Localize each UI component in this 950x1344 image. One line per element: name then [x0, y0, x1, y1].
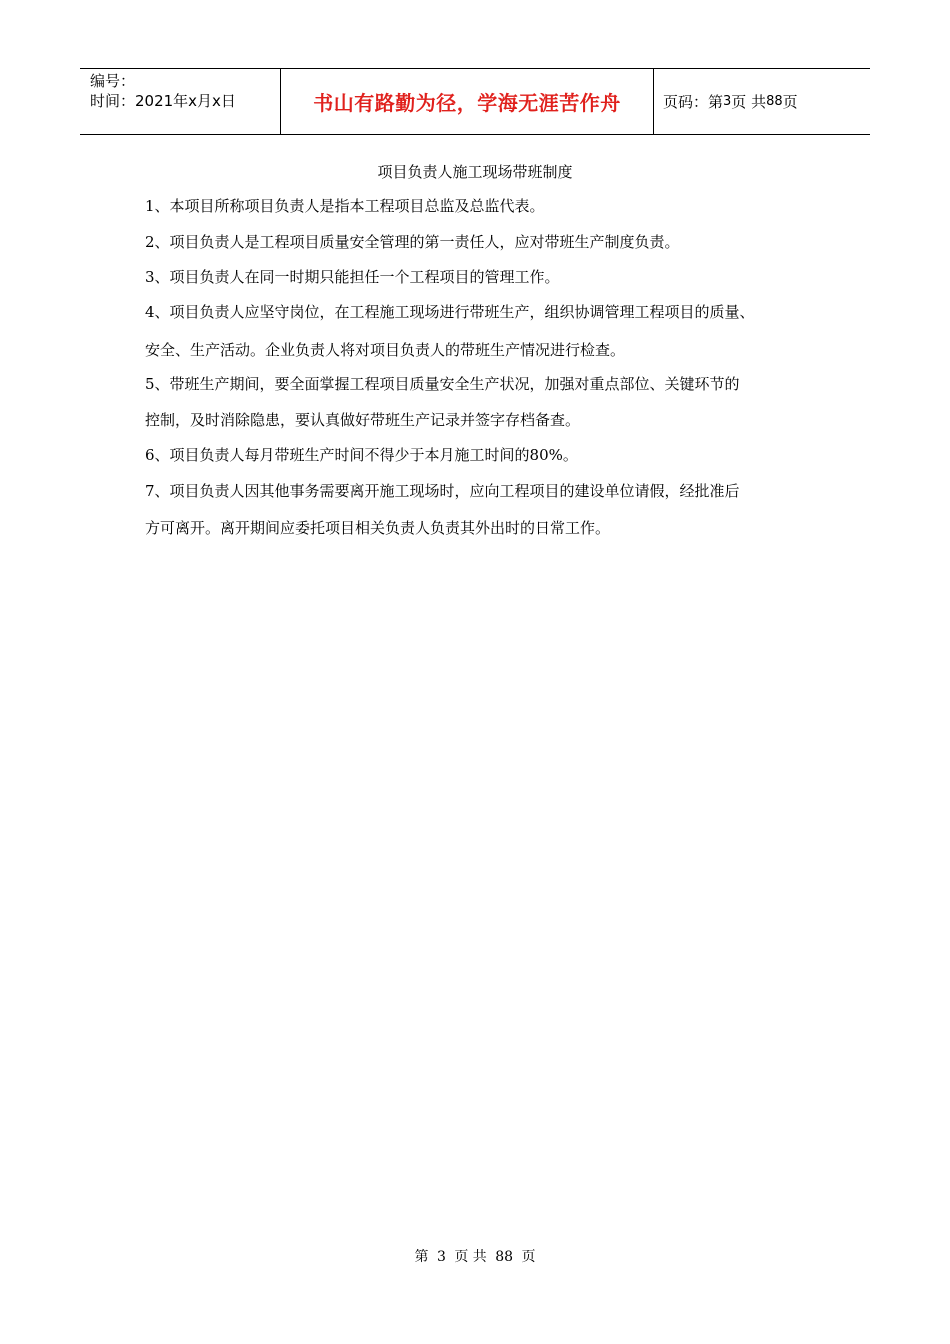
paragraph-line: 控制，及时消除隐患，要认真做好带班生产记录并签字存档备查。: [145, 411, 581, 429]
paragraph-line: 6、项目负责人每月带班生产时间不得少于本月施工时间的80%。: [145, 446, 578, 464]
paragraph-line: 安全、生产活动。企业负责人将对项目负责人的带班生产情况进行检查。: [145, 341, 626, 359]
header-meta-cell: [80, 69, 281, 134]
header-page-prefix: 页码：第: [663, 93, 724, 111]
header-motto-cell: [281, 69, 654, 134]
paragraph-line: 3、项目负责人在同一时期只能担任一个工程项目的管理工作。: [145, 268, 560, 286]
footer-suffix: 页: [521, 1249, 536, 1265]
header-page-number: 3: [723, 94, 732, 109]
footer-page-total: 88: [495, 1249, 514, 1265]
footer-page-number: 3: [436, 1249, 446, 1265]
header-page-mid: 页 共: [731, 93, 767, 111]
header-page-cell: [654, 69, 870, 134]
paragraph-line: 4、项目负责人应坚守岗位，在工程施工现场进行带班生产，组织协调管理工程项目的质量、: [145, 303, 755, 321]
paragraph-line: 2、项目负责人是工程项目质量安全管理的第一责任人，应对带班生产制度负责。: [145, 233, 680, 251]
header-motto: 书山有路勤为径，学海无涯苦作舟: [313, 91, 621, 115]
document-time-label: 时间：2021年x月x日: [90, 92, 236, 110]
header-page-suffix: 页: [782, 93, 798, 111]
paragraph-line: 方可离开。离开期间应委托项目相关负责人负责其外出时的日常工作。: [145, 519, 611, 537]
paragraph-line: 5、带班生产期间，要全面掌握工程项目质量安全生产状况，加强对重点部位、关键环节的: [145, 375, 740, 393]
header-page-total: 88: [766, 94, 783, 109]
paragraph-line: 7、项目负责人因其他事务需要离开施工现场时，应向工程项目的建设单位请假，经批准后: [145, 482, 740, 500]
page-footer: [0, 1246, 950, 1266]
footer-prefix: 第: [414, 1249, 429, 1265]
document-title: 项目负责人施工现场带班制度: [377, 163, 573, 181]
document-number-label: 编号：: [90, 72, 136, 90]
page-header: [80, 68, 870, 135]
footer-mid: 页 共: [454, 1249, 487, 1265]
paragraph-line: 1、本项目所称项目负责人是指本工程项目总监及总监代表。: [145, 197, 545, 215]
